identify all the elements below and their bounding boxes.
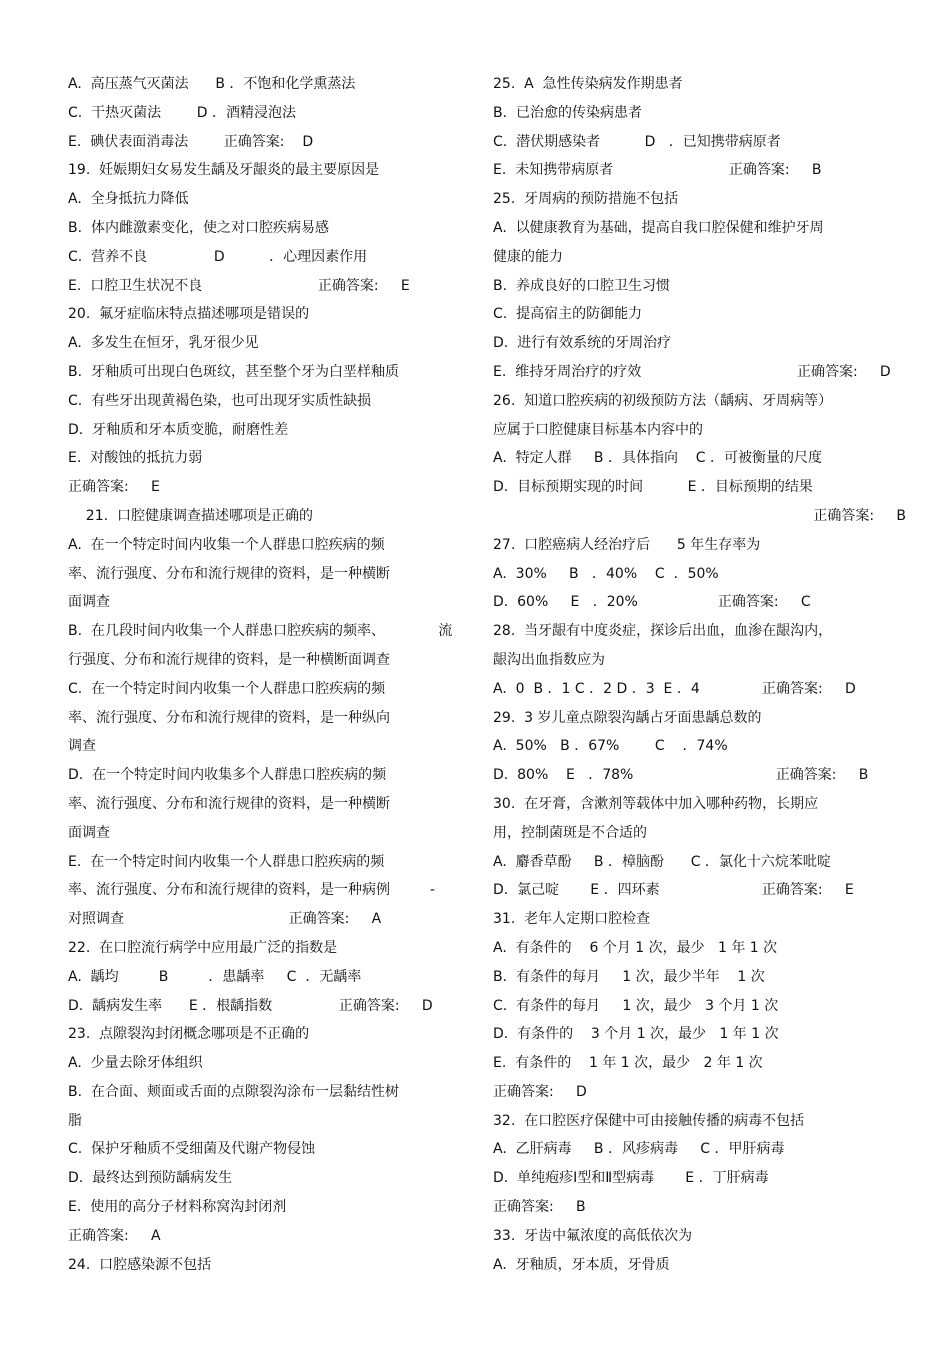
- text-line: 19. 妊娠期妇女易发生龋及牙龈炎的最主要原因是: [68, 162, 380, 179]
- text-line: C. 有些牙出现黄褐色染，也可出现牙实质性缺损: [68, 392, 372, 409]
- text-line: E. 对酸蚀的抵抗力弱: [68, 450, 203, 467]
- text-line: 健康的能力: [493, 248, 563, 265]
- text-line: D. 60% E ．20% 正确答案: C: [493, 594, 811, 611]
- text-line: 用，控制菌斑是不合适的: [493, 824, 647, 841]
- text-line: 龈沟出血指数应为: [493, 651, 605, 668]
- text-line: D. 牙釉质和牙本质变脆，耐磨性差: [68, 421, 289, 438]
- text-line: 22. 在口腔流行病学中应用最广泛的指数是: [68, 939, 338, 956]
- text-line: 率、流行强度、分布和流行规律的资料，是一种横断: [68, 565, 390, 582]
- text-line: 正确答案: A: [68, 1227, 161, 1244]
- text-line: D. 有条件的 3 个月 1 次，最少 1 年 1 次: [493, 1026, 779, 1043]
- text-line: B. 在几段时间内收集一个人群患口腔疾病的频率、 流: [68, 623, 453, 640]
- text-line: A. 以健康教育为基础，提高自我口腔保健和维护牙周: [493, 219, 824, 236]
- text-line: 25. A 急性传染病发作期患者: [493, 76, 683, 92]
- text-line: B. 体内雌激素变化，使之对口腔疾病易感: [68, 219, 329, 236]
- text-line: 20. 氟牙症临床特点描述哪项是错误的: [68, 306, 310, 323]
- text-line: A. 全身抵抗力降低: [68, 191, 189, 208]
- text-line: C. 在一个特定时间内收集一个人群患口腔疾病的频: [68, 680, 386, 697]
- text-line: A. 30% B ．40% C ．50%: [493, 565, 719, 582]
- text-line: A. 在一个特定时间内收集一个人群患口腔疾病的频: [68, 536, 385, 553]
- text-line: 正确答案: E: [68, 479, 160, 496]
- right-column: [493, 70, 906, 1279]
- text-line: 率、流行强度、分布和流行规律的资料，是一种横断: [68, 795, 390, 812]
- text-line: E. 碘伏表面消毒法 正确答案: D: [68, 133, 314, 150]
- text-line: B. 在合面、颊面或舌面的点隙裂沟涂布一层黏结性树: [68, 1083, 399, 1100]
- text-line: 30. 在牙膏，含漱剂等载体中加入哪种药物，长期应: [493, 795, 819, 812]
- text-line: D. 80% E ．78% 正确答案: B: [493, 767, 869, 784]
- text-line: 应属于口腔健康目标基本内容中的: [493, 421, 703, 438]
- text-line: A. 有条件的 6 个月 1 次，最少 1 年 1 次: [493, 939, 778, 956]
- text-line: A. 50% B ．67% C ．74%: [493, 738, 728, 755]
- text-line: A. 龋均 B ．患龋率 C ．无龋率: [68, 968, 362, 985]
- text-line: A. 牙釉质，牙本质，牙骨质: [493, 1256, 670, 1273]
- text-line: 26. 知道口腔疾病的初级预防方法（龋病、牙周病等）: [493, 392, 833, 409]
- text-line: 对照调查 正确答案: A: [68, 911, 382, 928]
- text-line: 面调查: [68, 594, 110, 611]
- text-line: 28. 当牙龈有中度炎症，探诊后出血，血渗在龈沟内，: [493, 623, 833, 640]
- text-line: D. 龋病发生率 E ．根龋指数 正确答案: D: [68, 997, 433, 1014]
- text-line: 率、流行强度、分布和流行规律的资料，是一种病例 -: [68, 882, 436, 899]
- text-line: E. 未知携带病原者 正确答案: B: [493, 162, 822, 179]
- text-line: C. 提高宿主的防御能力: [493, 306, 643, 323]
- left-column: [68, 70, 468, 1279]
- text-line: 正确答案: B: [493, 1199, 586, 1216]
- text-line: C. 营养不良 D ．心理因素作用: [68, 248, 368, 265]
- text-line: C. 干热灭菌法 D ．酒精浸泡法: [68, 104, 296, 121]
- text-line: D. 氯己啶 E ．四环素 正确答案: E: [493, 882, 854, 899]
- text-line: 正确答案: D: [493, 1083, 587, 1100]
- text-line: A. 0 B ．1 C ．2 D ．3 E ．4 正确答案: D: [493, 680, 856, 697]
- text-line: 正确答案: B: [493, 507, 906, 524]
- text-line: B. 养成良好的口腔卫生习惯: [493, 277, 670, 294]
- text-line: 32. 在口腔医疗保健中可由接触传播的病毒不包括: [493, 1112, 805, 1129]
- text-line: A. 乙肝病毒 B ．风疹病毒 C ．甲肝病毒: [493, 1141, 785, 1158]
- text-line: C. 潜伏期感染者 D ．已知携带病原者: [493, 133, 781, 150]
- text-line: D. 进行有效系统的牙周治疗: [493, 335, 672, 352]
- text-line: 27. 口腔癌病人经治疗后 5 年生存率为: [493, 536, 761, 553]
- text-line: E. 在一个特定时间内收集一个人群患口腔疾病的频: [68, 853, 385, 870]
- text-line: 24. 口腔感染源不包括: [68, 1256, 212, 1273]
- text-line: A. 多发生在恒牙，乳牙很少见: [68, 335, 259, 352]
- text-line: C. 有条件的每月 1 次，最少 3 个月 1 次: [493, 997, 779, 1014]
- text-line: E. 有条件的 1 年 1 次，最少 2 年 1 次: [493, 1055, 763, 1072]
- text-line: D. 单纯疱疹Ⅰ型和Ⅱ型病毒 E ．丁肝病毒: [493, 1170, 769, 1187]
- text-line: 21. 口腔健康调查描述哪项是正确的: [68, 507, 313, 524]
- text-line: 脂: [68, 1112, 82, 1129]
- text-line: D. 在一个特定时间内收集多个人群患口腔疾病的频: [68, 767, 387, 784]
- text-line: E. 口腔卫生状况不良 正确答案: E: [68, 277, 410, 294]
- text-line: A. 少量去除牙体组织: [68, 1055, 203, 1072]
- text-line: C. 保护牙釉质不受细菌及代谢产物侵蚀: [68, 1141, 316, 1158]
- text-line: 面调查: [68, 824, 110, 841]
- text-line: B. 有条件的每月 1 次，最少半年 1 次: [493, 968, 765, 985]
- text-line: 调查: [68, 738, 96, 755]
- text-line: A. 特定人群 B ．具体指向 C ．可被衡量的尺度: [493, 450, 823, 467]
- text-line: B. 已治愈的传染病患者: [493, 104, 642, 121]
- text-line: 率、流行强度、分布和流行规律的资料，是一种纵向: [68, 709, 390, 726]
- text-line: D. 最终达到预防龋病发生: [68, 1170, 233, 1187]
- text-line: B. 牙釉质可出现白色斑纹，甚至整个牙为白垩样釉质: [68, 363, 399, 380]
- text-line: 25. 牙周病的预防措施不包括: [493, 191, 679, 208]
- text-line: A. 高压蒸气灭菌法 B ．不饱和化学熏蒸法: [68, 76, 356, 92]
- text-line: D. 目标预期实现的时间 E ．目标预期的结果: [493, 479, 813, 496]
- text-line: 33. 牙齿中氟浓度的高低依次为: [493, 1227, 693, 1244]
- text-line: E. 维持牙周治疗的疗效 正确答案: D: [493, 363, 891, 380]
- text-line: 23. 点隙裂沟封闭概念哪项是不正确的: [68, 1026, 310, 1043]
- text-line: E. 使用的高分子材料称窝沟封闭剂: [68, 1199, 287, 1216]
- text-line: 行强度、分布和流行规律的资料，是一种横断面调查: [68, 651, 390, 668]
- text-line: A. 麝香草酚 B ．樟脑酚 C ．氯化十六烷苯吡啶: [493, 853, 831, 870]
- text-line: 29. 3 岁儿童点隙裂沟龋占牙面患龋总数的: [493, 709, 762, 726]
- text-line: 31. 老年人定期口腔检查: [493, 911, 651, 928]
